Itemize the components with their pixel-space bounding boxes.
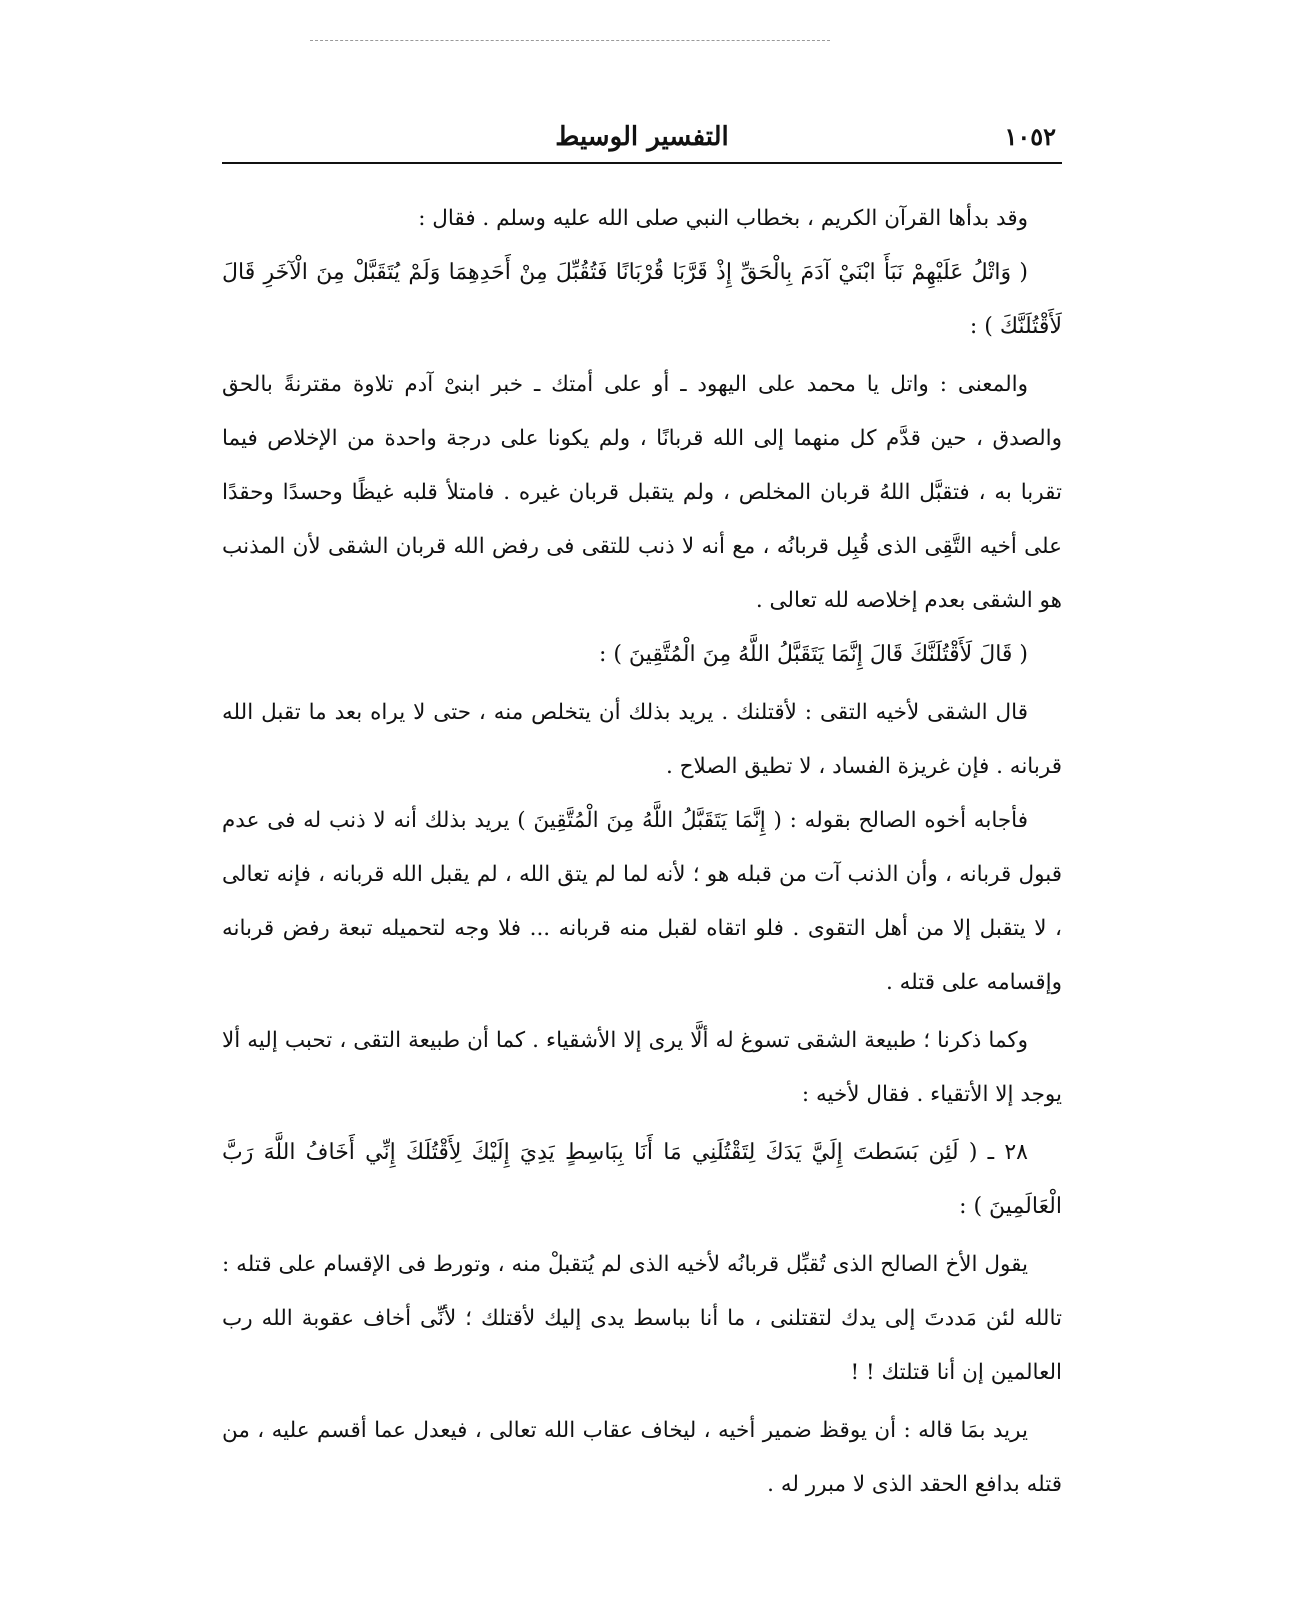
paragraph-intent: يريد بمَا قاله : أن يوقظ ضمير أخيه ، ليخاف عقاب الله تعالى ، فيعدل عما أقسم عليه ، من قتله بدافع الحقد الذى لا مبرر له . bbox=[222, 1418, 1062, 1497]
page-number: ١٠٥٢ bbox=[1004, 122, 1056, 151]
quran-verse-28: ٢٨ ـ ( لَئِن بَسَطتَ إِلَيَّ يَدَكَ لِتَقْتُلَنِي مَا أَنَا بِبَاسِطٍ يَدِيَ إِلَيْكَ لِأَقْتُلَكَ إِنِّي أَخَافُ اللَّهَ رَبَّ الْعَالَمِينَ ) : bbox=[222, 1140, 1062, 1219]
paragraph-wicked-brother: قال الشقى لأخيه التقى : لأقتلنك . يريد بذلك أن يتخلص منه ، حتى لا يراه بعد ما تقبل الله قربانه . فإن غريزة الفساد ، لا تطيق الصلاح . bbox=[222, 700, 1062, 779]
quran-verse-27: ( وَاتْلُ عَلَيْهِمْ نَبَأَ ابْنَيْ آدَمَ بِالْحَقِّ إِذْ قَرَّبَا قُرْبَانًا فَتُقُبِّلَ مِنْ أَحَدِهِمَا وَلَمْ يُتَقَبَّلْ مِنَ الْآخَرِ قَالَ لَأَقْتُلَنَّكَ ) : bbox=[222, 260, 1062, 339]
running-title: التفسير الوسيط bbox=[555, 122, 729, 152]
header-rule bbox=[222, 162, 1062, 164]
paragraph-righteous-reply: فأجابه أخوه الصالح بقوله : ( إِنَّمَا يَتَقَبَّلُ اللَّهُ مِنَ الْمُتَّقِينَ ) يريد بذلك أنه لا ذنب له فى عدم قبول قربانه ، وأن الذنب آت من قبله هو ؛ لأنه لما لم يتق الله ، لم يقبل الله قربانه ، فإنه تعالى ، لا يتقبل إلا من أهل التقوى . فلو اتقاه لقبل منه قربانه ... فلا وجه لتحميله تبعة رفض قربانه وإقسامه على قتله . bbox=[222, 808, 1062, 995]
paragraph-nature: وكما ذكرنا ؛ طبيعة الشقى تسوغ له ألَّا يرى إلا الأشقياء . كما أن طبيعة التقى ، تحبب إليه ألا يوجد إلا الأتقياء . فقال لأخيه : bbox=[222, 1028, 1062, 1107]
page-header bbox=[222, 122, 1062, 162]
paragraph-intro: وقد بدأها القرآن الكريم ، بخطاب النبي صلى الله عليه وسلم . فقال : bbox=[418, 206, 1028, 231]
top-dashed-rule bbox=[310, 40, 830, 41]
quran-verse-27-end: ( قَالَ لَأَقْتُلَنَّكَ قَالَ إِنَّمَا يَتَقَبَّلُ اللَّهُ مِنَ الْمُتَّقِينَ ) : bbox=[598, 642, 1028, 667]
page-body bbox=[222, 192, 1062, 1512]
paragraph-meaning: والمعنى : واتل يا محمد على اليهود ـ أو على أمتك ـ خبر ابنىْ آدم تلاوة مقترنةً بالحق والصدق ، حين قدَّم كل منهما إلى الله قربانًا ، ولم يكونا على درجة واحدة من الإخلاص فيما تقربا به ، فتقبَّل اللهُ قربان المخلص ، ولم يتقبل قربان غيره . فامتلأ قلبه غيظًا وحسدًا وحقدًا على أخيه التَّقِى الذى قُبِل قربانُه ، مع أنه لا ذنب للتقى فى رفض الله قربان الشقى لأن المذنب هو الشقى بعدم إخلاصه لله تعالى . bbox=[222, 372, 1062, 613]
paragraph-oath: يقول الأخ الصالح الذى تُقبِّل قربانُه لأخيه الذى لم يُتقبلْ منه ، وتورط فى الإقسام على قتله : تالله لئن مَددتَ إلى يدك لتقتلنى ، ما أنا بباسط يدى إليك لأقتلك ؛ لأنِّى أخاف عقوبة الله رب العالمين إن أنا قتلتك ! ! bbox=[222, 1252, 1062, 1385]
